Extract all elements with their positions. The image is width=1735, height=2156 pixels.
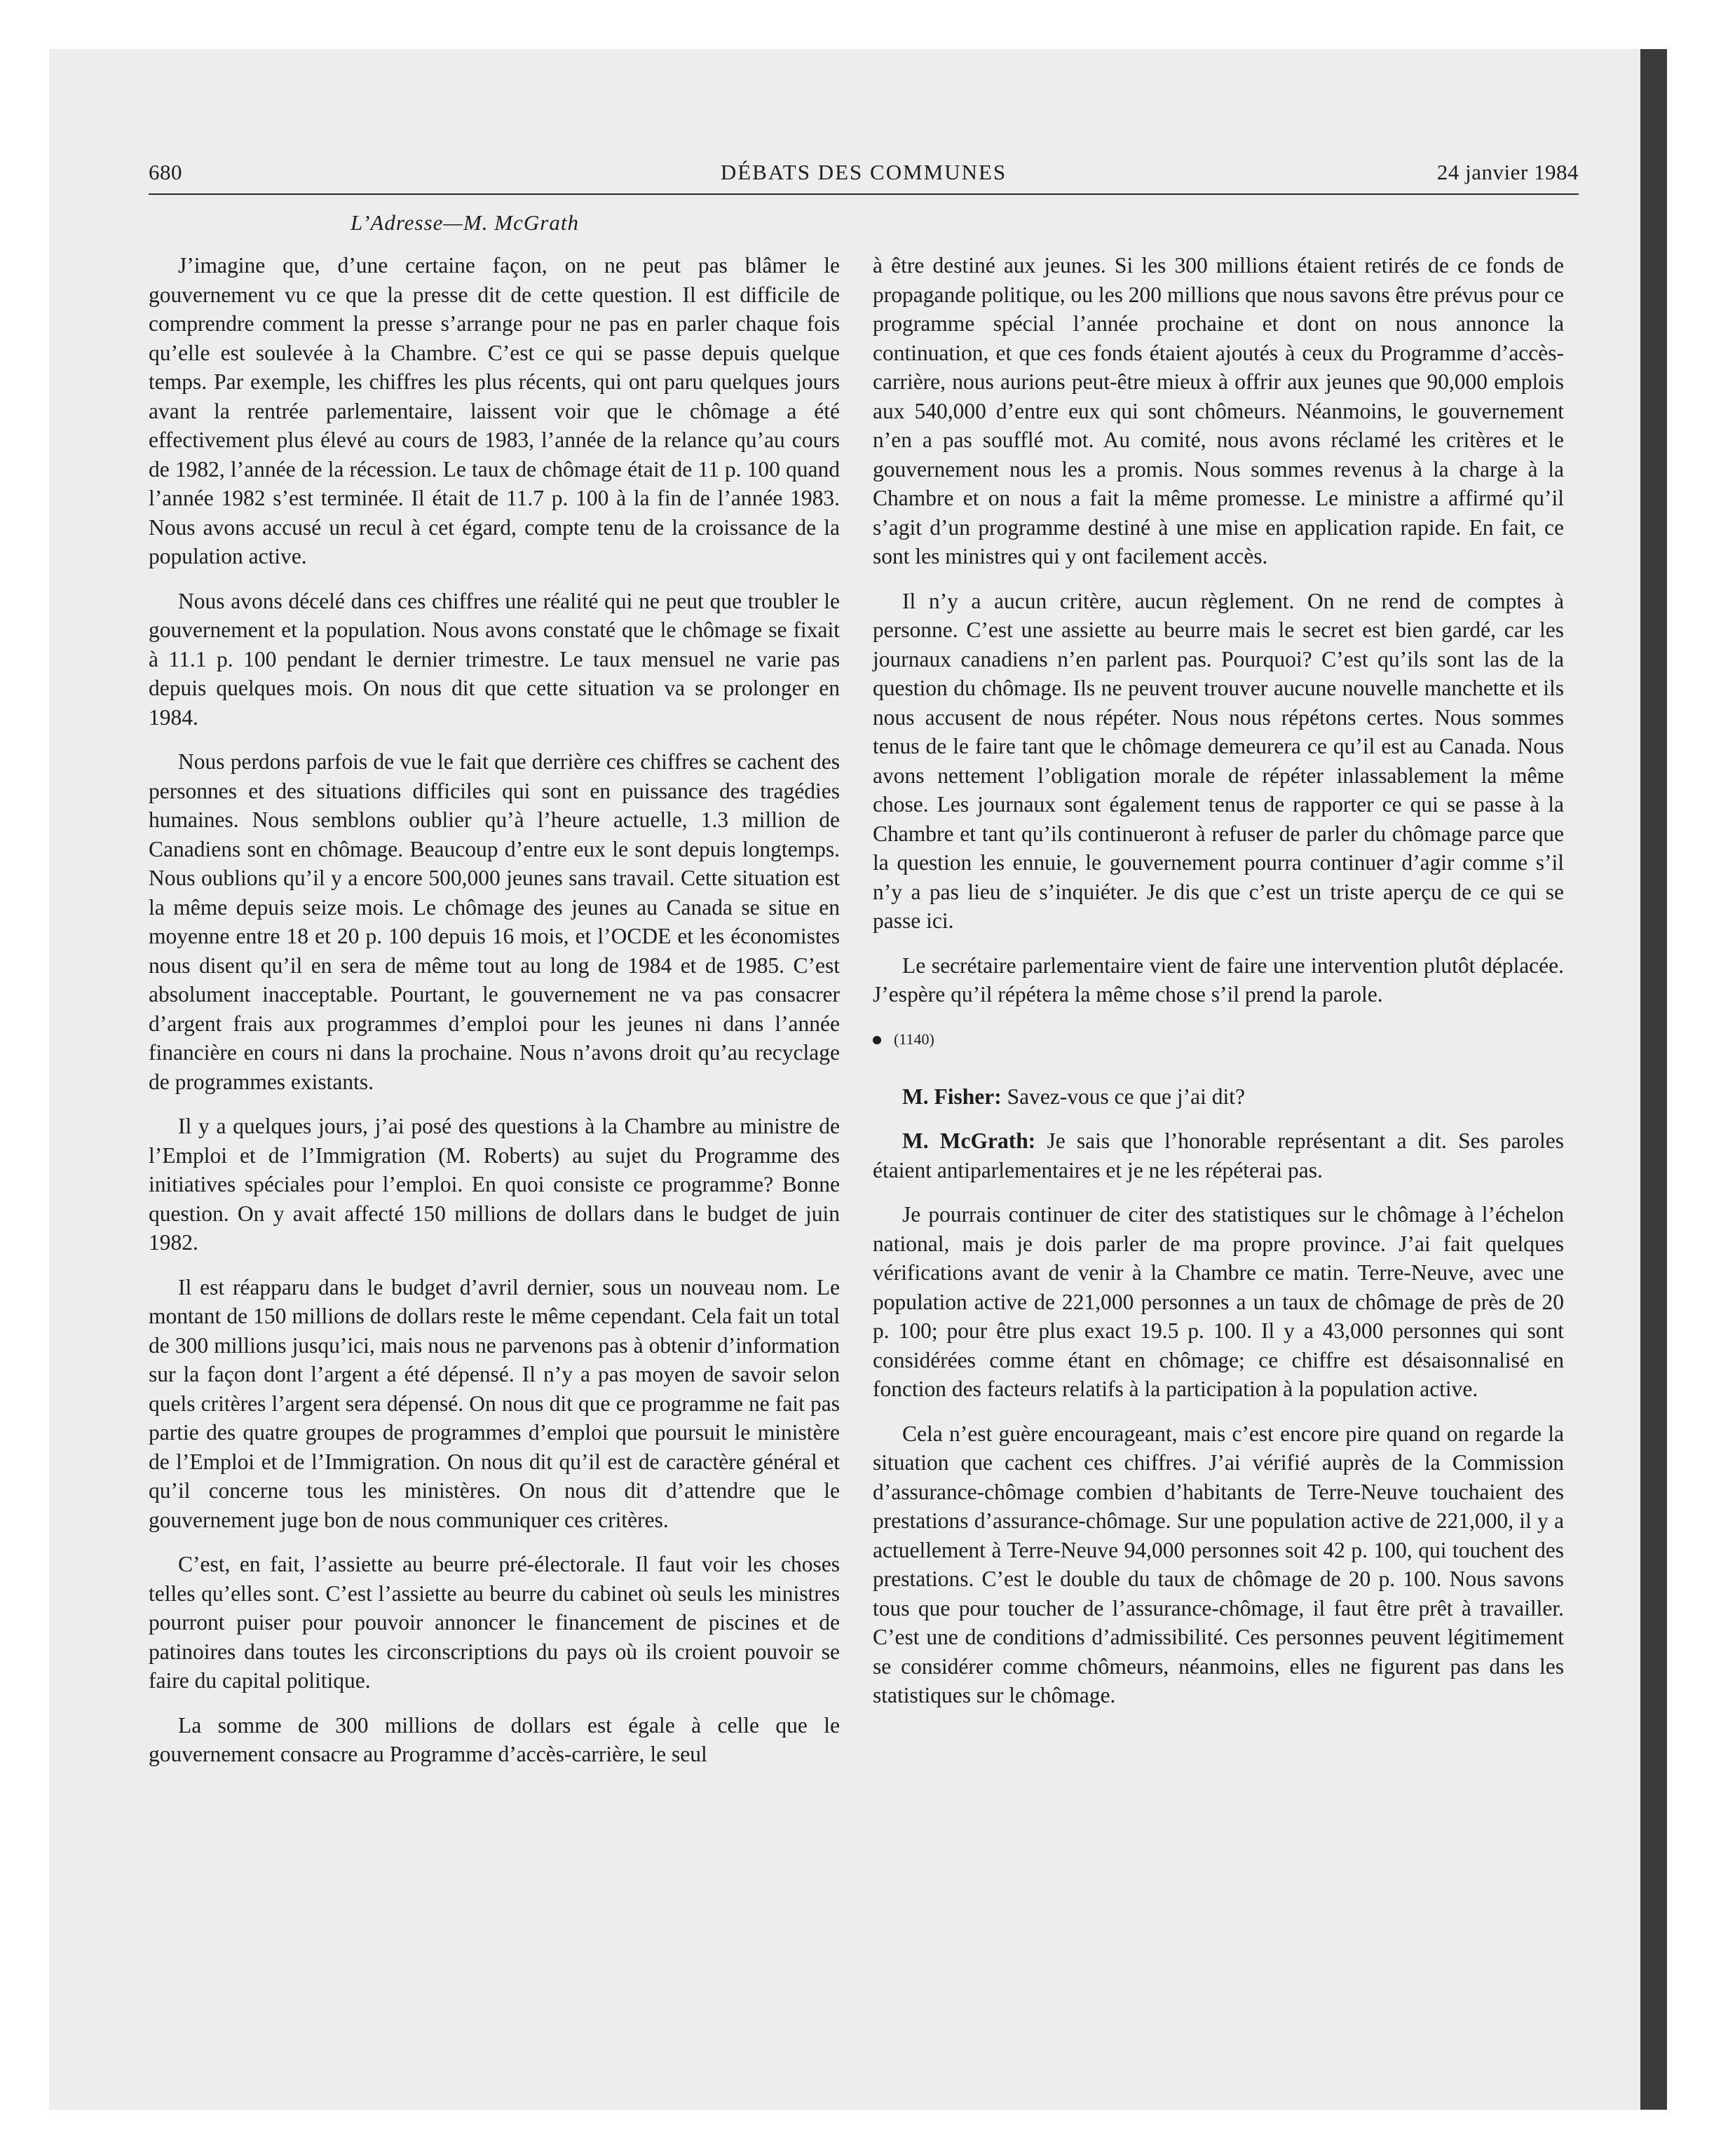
paragraph: J’imagine que, d’une certaine façon, on ne peut pas blâmer le gouvernement vu ce que la presse dit de cette question. Il est difficile de comprendre comment la presse s’arrange pour ne pas en parler chaque fois qu’elle est soulevée à la Chambre. C’est ce qui se passe depuis quelque temps. Par exemple, les chiffres les plus récents, qui ont paru quelques jours avant la rentrée parlementaire, laissent voir que le chômage a été effectivement plus élevé au cours de 1983, l’année de la relance qu’au cours de 1982, l’année de la récession. Le taux de chômage était de 11 p. 100 quand l’année 1982 s’est terminée. Il était de 11.7 p. 100 à la fin de l’année 1983. Nous avons accusé un recul à cet égard, compte tenu de la croissance de la population active.: [149, 253, 840, 568]
paragraph: Cela n’est guère encourageant, mais c’est encore pire quand on regarde la situation que cachent ces chiffres. J’ai vérifié auprès de la Commission d’assurance-chômage combien d’habitants de Terre-Neuve touchaient des prestations d’assurance-chômage. Sur une population active de 221,000, il y a actuellement à Terre-Neuve 94,000 personnes soit 42 p. 100, qui touchent des prestations. C’est le double du taux de chômage de 20 p. 100. Nous savons tous que pour toucher de l’assurance-chômage, il faut être prêt à travailler. C’est une de conditions d’admissibilité. Ces personnes peuvent légitimement se considérer comme chômeurs, néanmoins, elles ne figurent pas dans les statistiques sur le chômage.: [873, 1421, 1564, 1707]
time-marker: [873, 1029, 1564, 1050]
paragraph: Il n’y a aucun critère, aucun règlement. On ne rend de comptes à personne. C’est une assiette au beurre mais le secret est bien gardé, car les journaux canadiens n’en parlent pas. Pourquoi? C’est qu’ils sont las de la question du chômage. Ils ne peuvent trouver aucune nouvelle manchette et ils nous accusent de nous répéter. Nous nous répétons certes. Nous sommes tenus de le faire tant que le chômage demeurera ce qu’il est au Canada. Nous avons nettement l’obligation morale de répéter inlassablement la même chose. Les journaux sont également tenus de rapporter ce qui se passe à la Chambre et tant qu’ils continueront à refuser de parler du chômage parce que la question les ennuie, le gouvernement pourra continuer d’agir comme s’il n’y a pas lieu de s’inquiéter. Je dis que c’est un triste aperçu de ce qui se passe ici.: [873, 588, 1564, 933]
time-marker-text: (1140): [894, 1030, 934, 1048]
speaker-name: M. Fisher:: [902, 1084, 1002, 1109]
paragraph: Je pourrais continuer de citer des statistiques sur le chômage à l’échelon national, mais je dois parler de ma propre province. J’ai fait quelques vérifications avant de venir à la Chambre ce matin. Terre-Neuve, avec une population active de 221,000 personnes a un taux de chômage de près de 20 p. 100; pour être plus exact 19.5 p. 100. Il y a 43,000 personnes qui sont considérées comme étant en chômage; ce chiffre est désaisonnalisé en fonction des facteurs relatifs à la participation à la population active.: [873, 1202, 1564, 1401]
header-rule: [149, 193, 1579, 195]
publication-title: DÉBATS DES COMMUNES: [720, 160, 1007, 184]
speech-turn: [873, 1082, 1564, 1112]
paragraph: Nous avons décelé dans ces chiffres une réalité qui ne peut que troubler le gouvernement et la population. Nous avons constaté que le chômage se fixait à 11.1 p. 100 pendant le dernier trimestre. Le taux mensuel ne varie pas depuis quelques mois. On nous dit que cette situation va se prolonger en 1984.: [149, 588, 840, 730]
header-date: 24 janvier 1984: [1436, 160, 1579, 184]
paragraph: Nous perdons parfois de vue le fait que derrière ces chiffres se cachent des personnes et des situations difficiles qui sont en puissance des tragédies humaines. Nous semblons oublier qu’à l’heure actuelle, 1.3 million de Canadiens sont en chômage. Beaucoup d’entre eux le sont depuis longtemps. Nous oublions qu’il y a encore 500,000 jeunes sans travail. Cette situation est la même depuis seize mois. Le chômage des jeunes au Canada se situe en moyenne entre 18 et 20 p. 100 depuis 16 mois, et l’OCDE et les économistes nous disent qu’il en sera de même tout au long de 1984 et de 1985. C’est absolument inacceptable. Pourtant, le gouvernement ne va pas consacrer d’argent frais aux programmes d’emploi pour les jeunes ni dans l’année financière en cours ni dans la prochaine. Nous n’avons droit qu’au recyclage de programmes existants.: [149, 749, 840, 1094]
speaker-name: M. McGrath:: [902, 1128, 1036, 1153]
paragraph-continuation: à être destiné aux jeunes. Si les 300 millions étaient retirés de ce fonds de propagande politique, ou les 200 millions que nous savons être prévus pour ce programme spécial l’année prochaine et dont on nous annonce la continuation, et que ces fonds étaient ajoutés à ceux du Programme d’accès-carrière, nous aurions peut-être mieux à offrir aux jeunes que 90,000 emplois aux 540,000 d’entre eux qui sont chômeurs. Néanmoins, le gouvernement n’en a pas soufflé mot. Au comité, nous avons réclamé les critères et le gouvernement nous les a promis. Nous sommes revenus à la charge à la Chambre et on nous a fait la même promesse. Le ministre a affirmé qu’il s’agit d’un programme destiné à une mise en application rapide. En fait, ce sont les ministres qui y ont facilement accès.: [873, 253, 1564, 568]
paragraph: Le secrétaire parlementaire vient de faire une intervention plutôt déplacée. J’espère qu’il répétera la même chose s’il prend la parole.: [873, 953, 1564, 1007]
scan-edge-shadow: [1640, 49, 1667, 2110]
speech-text: Je sais que l’honorable représentant a dit. Ses paroles étaient antiparlementaires et je ne les répéterai pas.: [873, 1128, 1564, 1182]
paragraph: C’est, en fait, l’assiette au beurre pré-électorale. Il faut voir les choses telles qu’elles sont. C’est l’assiette au beurre du cabinet où seuls les ministres pourront puiser pour pouvoir annoncer le financement de piscines et de patinoires dans toutes les circonscriptions du pays où ils croient pouvoir se faire du capital politique.: [149, 1552, 840, 1693]
page-header: [149, 160, 1579, 192]
paragraph: Il y a quelques jours, j’ai posé des questions à la Chambre au ministre de l’Emploi et de l’Immigration (M. Roberts) au sujet du Programme des initiatives spéciales pour l’emploi. En quoi consiste ce programme? Bonne question. On y avait affecté 150 millions de dollars dans le budget de juin 1982.: [149, 1114, 840, 1255]
paragraph: La somme de 300 millions de dollars est égale à celle que le gouvernement consacre au Programme d’accès-carrière, le seul: [149, 1712, 840, 1766]
left-column: [149, 251, 840, 1785]
paragraph: Il est réapparu dans le budget d’avril dernier, sous un nouveau nom. Le montant de 150 millions de dollars reste le même cependant. Cela fait un total de 300 millions jusqu’ici, mais nous ne parvenons pas à obtenir d’information sur la façon dont l’argent a été dépensé. Il n’y a pas moyen de savoir selon quels critères l’argent sera dépensé. On nous dit que ce programme ne fait pas partie des quatre groupes de programmes d’emploi que poursuit le ministère de l’Emploi et de l’Immigration. On nous dit qu’il est de caractère général et qu’il concerne tous les ministères. On nous dit d’attendre que le gouvernement juge bon de nous communiquer ces critères.: [149, 1274, 840, 1532]
speech-text: Savez-vous ce que j’ai dit?: [1007, 1084, 1245, 1109]
speech-turn: [873, 1126, 1564, 1185]
right-column: [873, 251, 1564, 1726]
page-number: 680: [149, 160, 182, 184]
section-subheading: L’Adresse—M. McGrath: [351, 210, 579, 235]
bullet-dot-icon: [873, 1036, 881, 1044]
